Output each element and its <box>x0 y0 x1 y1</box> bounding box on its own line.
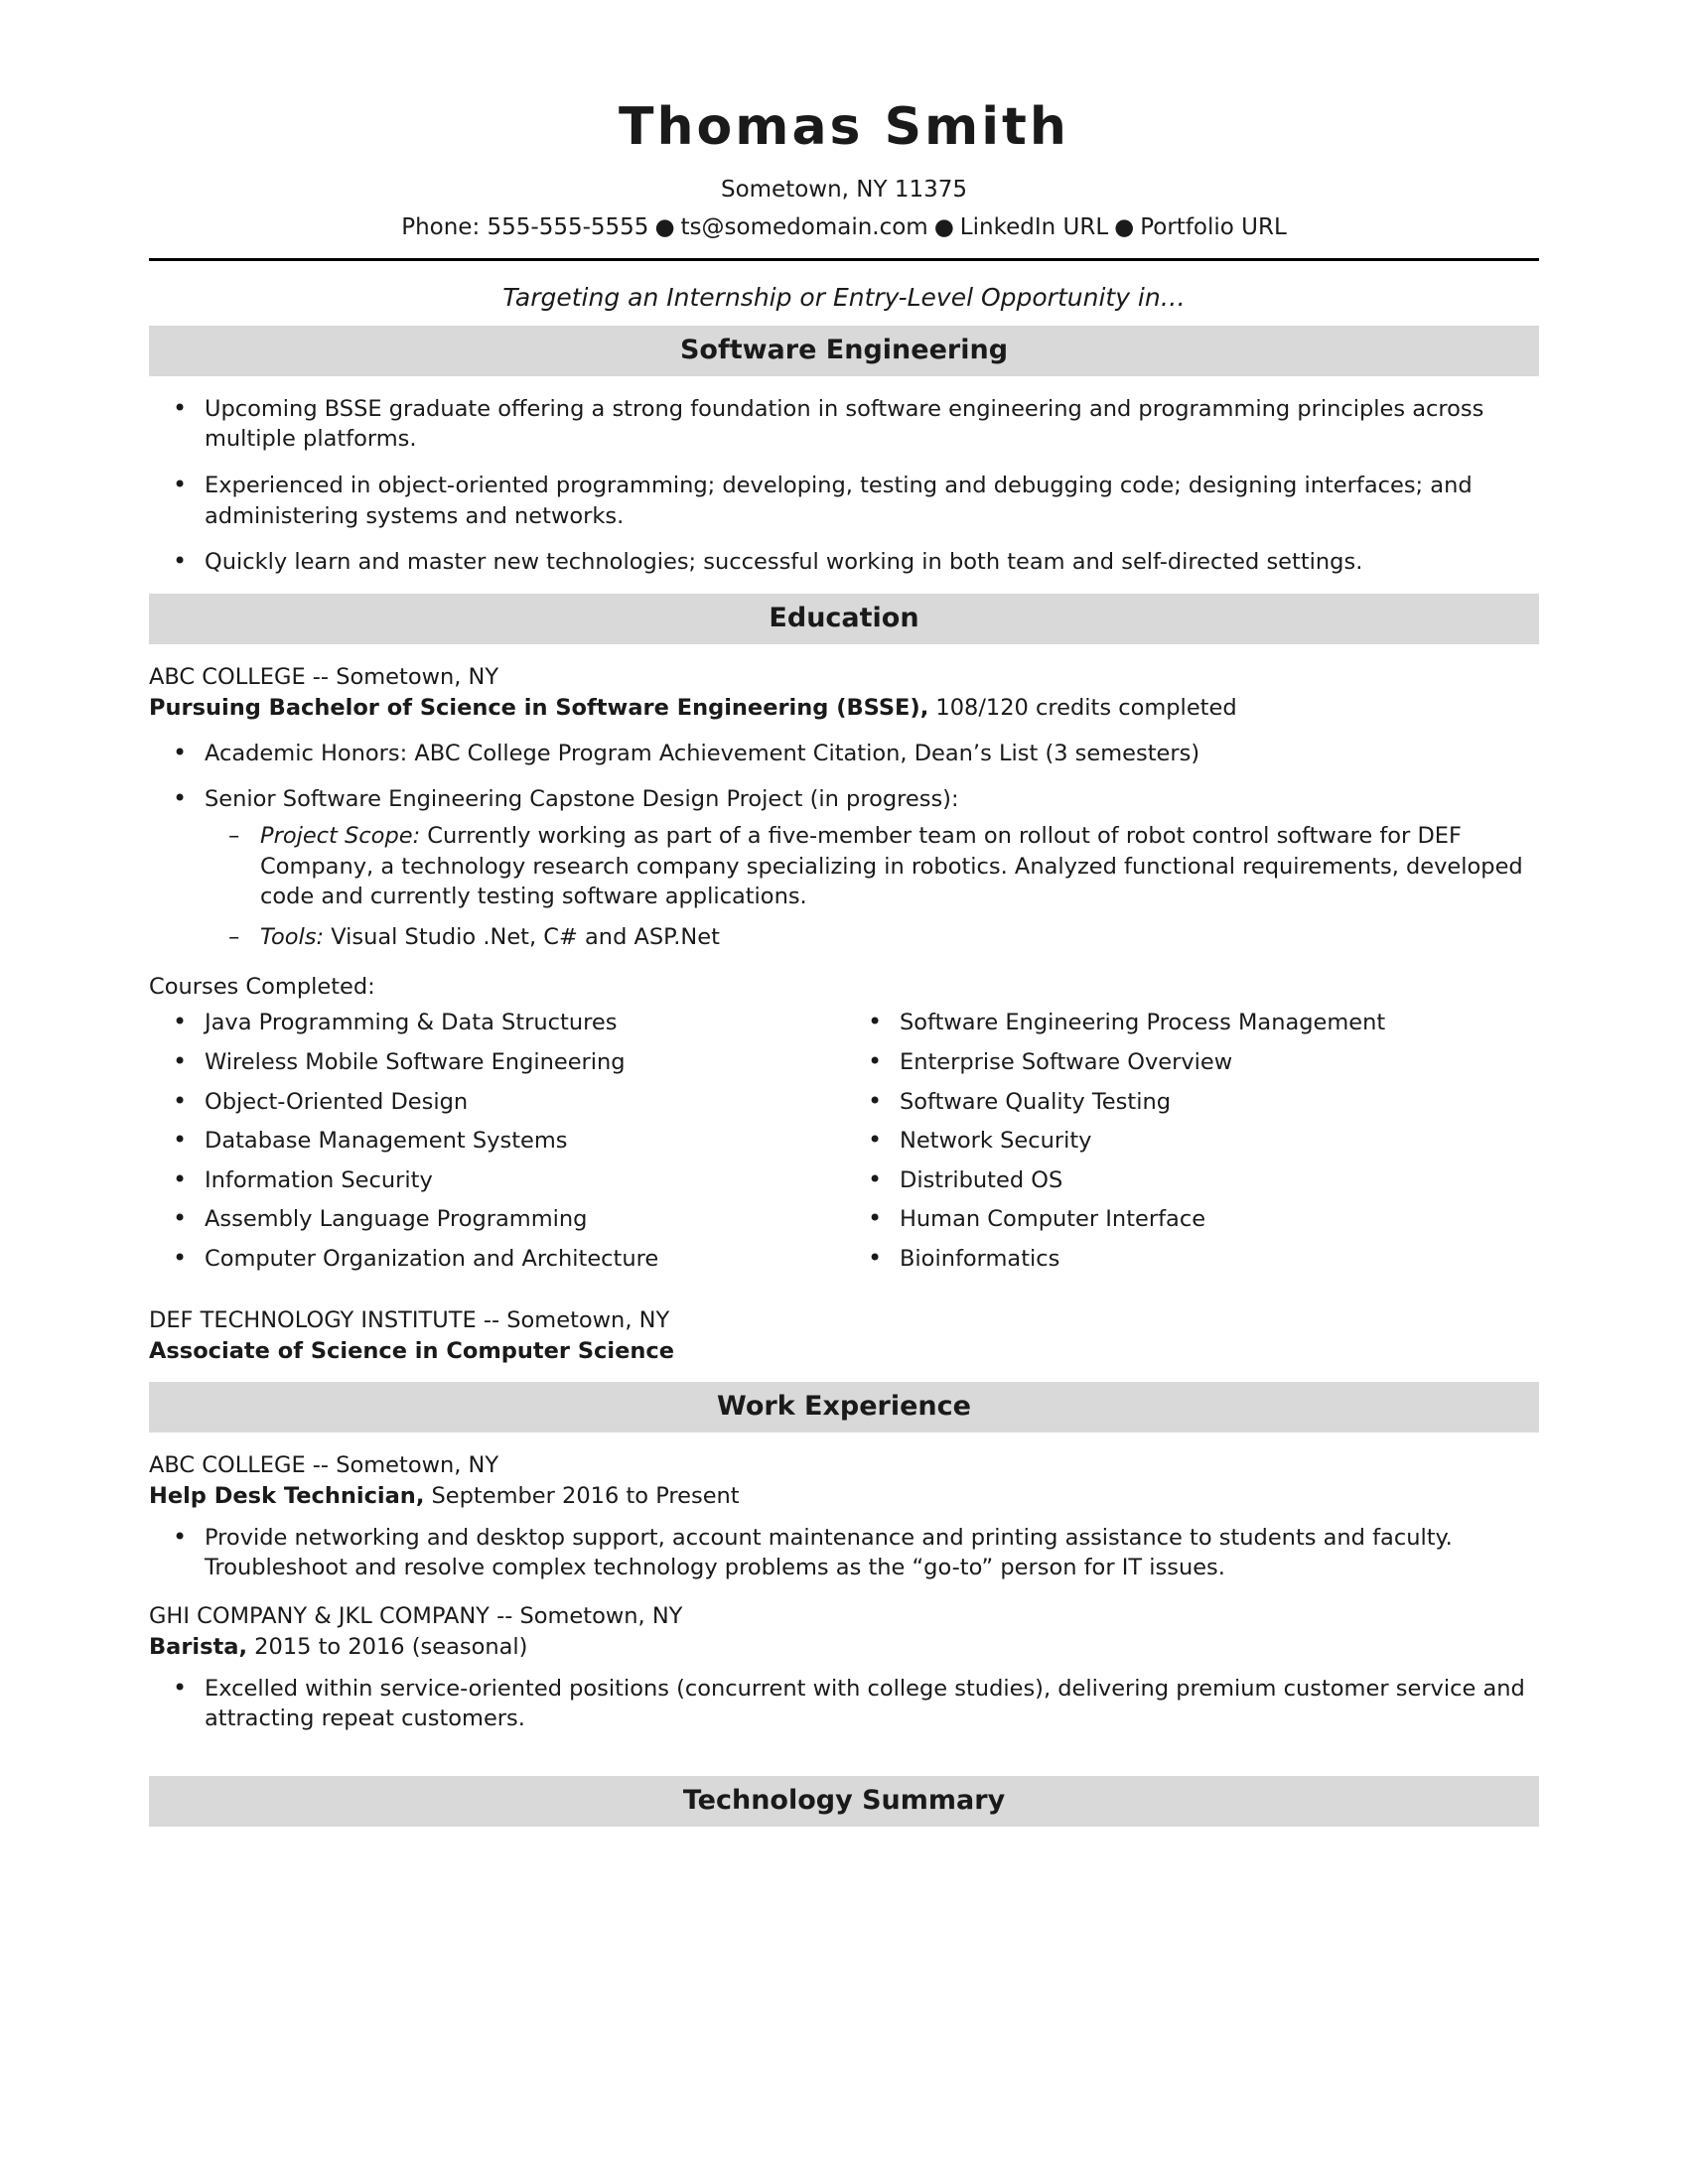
job-dates: September 2016 to Present <box>424 1483 740 1510</box>
courses-list-left <box>149 1008 844 1274</box>
courses-columns <box>149 1008 1539 1283</box>
spacer <box>149 1750 1539 1768</box>
section-heading-education: Education <box>149 594 1539 644</box>
courses-column-left <box>149 1008 844 1283</box>
list-item <box>205 922 1539 953</box>
courses-list-right <box>844 1008 1539 1274</box>
list-item <box>149 784 1539 952</box>
section-heading-work-experience: Work Experience <box>149 1382 1539 1433</box>
portfolio-link[interactable]: Portfolio URL <box>1140 213 1287 240</box>
linkedin-link[interactable]: LinkedIn URL <box>959 213 1109 240</box>
education-entry-abc-college <box>149 662 1539 953</box>
job-title-line <box>149 1481 1539 1513</box>
work-entry-help-desk <box>149 1450 1539 1583</box>
spacer <box>149 1284 1539 1301</box>
capstone-text: Senior Software Engineering Capstone Design Project (in progress): <box>205 786 959 813</box>
degree-title: Associate of Science in Computer Science <box>149 1338 674 1365</box>
list-item: • Network Security <box>844 1126 1539 1157</box>
list-item: • Distributed OS <box>844 1165 1539 1196</box>
tools-text: Visual Studio .Net, C# and ASP.Net <box>324 923 720 950</box>
work-bullet-list <box>149 1523 1539 1583</box>
list-item: • Excelled within service-oriented positions (concurrent with college studies), delivering premium customer service and attracting repeat customers. <box>149 1674 1539 1734</box>
job-title: Help Desk Technician, <box>149 1483 425 1510</box>
list-item: • Academic Honors: ABC College Program Achievement Citation, Dean’s List (3 semesters) <box>149 739 1539 769</box>
list-item: • Bioinformatics <box>844 1244 1539 1275</box>
education-bullet-list <box>149 739 1539 953</box>
list-item: • Enterprise Software Overview <box>844 1047 1539 1078</box>
list-item: • Human Computer Interface <box>844 1204 1539 1235</box>
list-item: • Computer Organization and Architecture <box>149 1244 844 1275</box>
project-scope-label: Project Scope: <box>260 823 421 850</box>
capstone-sublist <box>205 821 1539 952</box>
project-scope-text: Currently working as part of a five-member team on rollout of robot control software for DEF Company, a technology research company specializing in robotics. Analyzed functional requirements, developed code and currently testing software applications. <box>260 823 1523 910</box>
list-item: • Wireless Mobile Software Engineering <box>149 1047 844 1078</box>
list-item: • Database Management Systems <box>149 1126 844 1157</box>
section-heading-technology-summary: Technology Summary <box>149 1776 1539 1827</box>
courses-column-right <box>844 1008 1539 1283</box>
degree-title: Pursuing Bachelor of Science in Software Engineering (BSSE), <box>149 695 929 722</box>
targeting-line: Targeting an Internship or Entry-Level Opportunity in… <box>502 282 1186 312</box>
list-item: • Quickly learn and master new technologies; successful working in both team and self-directed settings. <box>149 547 1539 578</box>
list-item: • Assembly Language Programming <box>149 1204 844 1235</box>
tools-label: Tools: <box>260 923 325 950</box>
job-title: Barista, <box>149 1634 248 1661</box>
degree-credits: 108/120 credits completed <box>928 695 1237 722</box>
job-title-line <box>149 1632 1539 1664</box>
work-entry-barista <box>149 1601 1539 1734</box>
contact-line <box>149 211 1539 244</box>
work-bullet-list <box>149 1674 1539 1734</box>
separator-dot: ● <box>1114 213 1135 240</box>
list-item: • Experienced in object-oriented programming; developing, testing and debugging code; designing interfaces; and administering systems and networks. <box>149 471 1539 531</box>
list-item: • Object-Oriented Design <box>149 1087 844 1118</box>
header-divider <box>149 258 1539 261</box>
courses-completed-label: Courses Completed: <box>149 974 375 1001</box>
candidate-address: Sometown, NY 11375 <box>720 177 968 204</box>
candidate-name: Thomas Smith <box>619 97 1069 157</box>
list-item <box>205 821 1539 912</box>
section-heading-software-engineering: Software Engineering <box>149 326 1539 376</box>
email-text: ts@somedomain.com <box>680 213 928 240</box>
list-item: • Upcoming BSSE graduate offering a strong foundation in software engineering and programming principles across multiple platforms. <box>149 394 1539 455</box>
phone-text: Phone: 555-555-5555 <box>401 213 649 240</box>
resume-header <box>149 99 1539 312</box>
summary-bullet-list <box>149 394 1539 578</box>
list-item: • Java Programming & Data Structures <box>149 1008 844 1038</box>
list-item: • Information Security <box>149 1165 844 1196</box>
school-name: ABC COLLEGE -- Sometown, NY <box>149 663 499 690</box>
list-item: • Software Quality Testing <box>844 1087 1539 1118</box>
employer-name: GHI COMPANY & JKL COMPANY -- Sometown, NY <box>149 1602 683 1629</box>
separator-dot: ● <box>933 213 954 240</box>
list-item: • Software Engineering Process Management <box>844 1008 1539 1038</box>
list-item: • Provide networking and desktop support, account maintenance and printing assistance to students and faculty. Troubleshoot and resolve complex technology problems as the “go-to” person for IT issues. <box>149 1523 1539 1583</box>
employer-name: ABC COLLEGE -- Sometown, NY <box>149 1451 499 1478</box>
job-dates: 2015 to 2016 (seasonal) <box>247 1634 528 1661</box>
school-name: DEF TECHNOLOGY INSTITUTE -- Sometown, NY <box>149 1306 670 1333</box>
degree-line <box>149 693 1539 725</box>
separator-dot: ● <box>654 213 675 240</box>
education-entry-def-institute <box>149 1305 1539 1368</box>
